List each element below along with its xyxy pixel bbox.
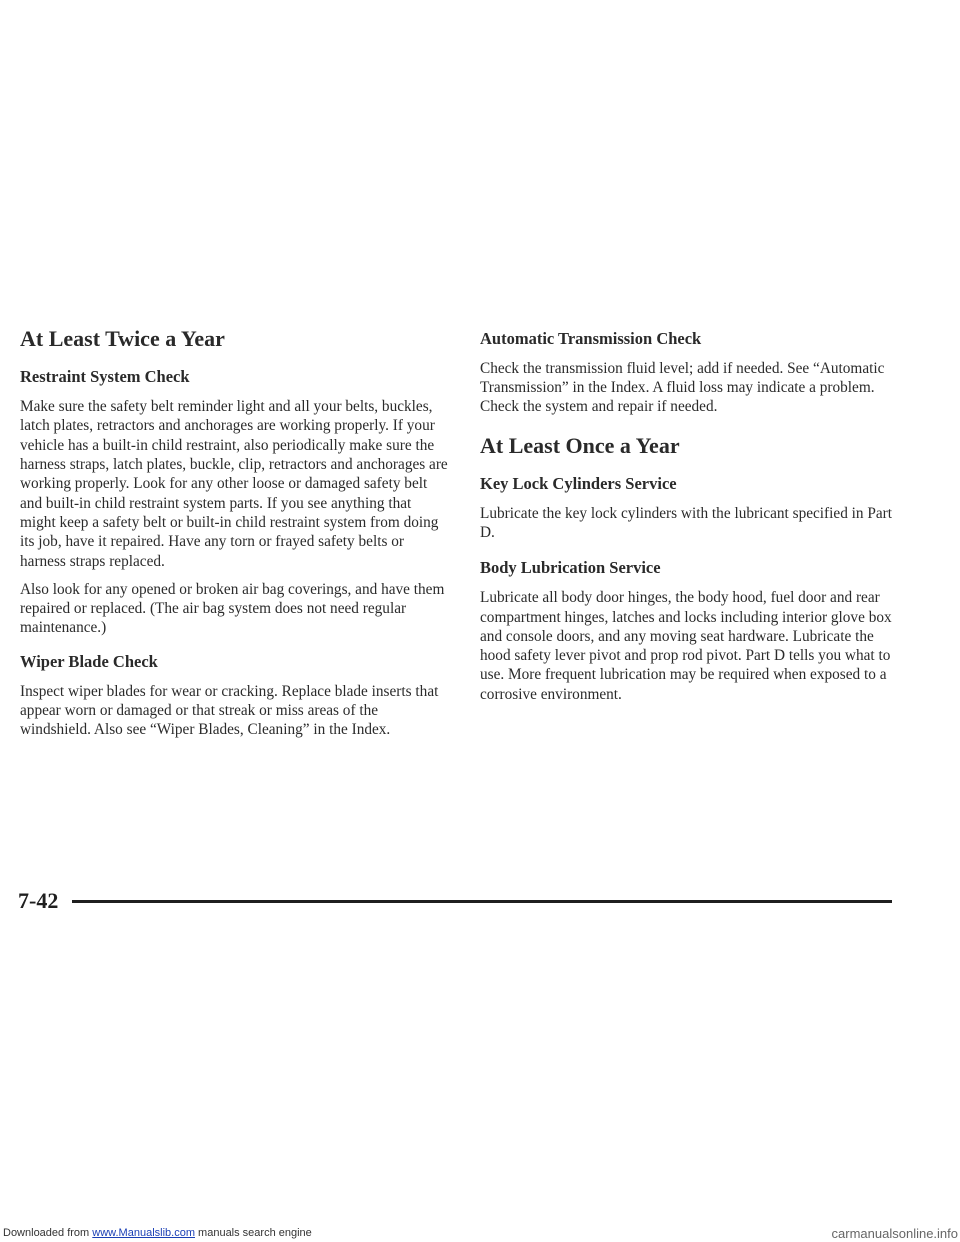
- right-column: [480, 329, 900, 704]
- left-column: [20, 326, 450, 739]
- body-lubrication-service-paragraph: Lubricate all body door hinges, the body hood, fuel door and rear compartment hinges, latches and locks including interior glove box and console doors, and any moving seat hardware. Lubricate the hood safety lever pivot and prop rod pivot. Part D tells you what to use. More frequent lubrication may be required when exposed to a corrosive environment.: [480, 589, 892, 703]
- manualslib-link[interactable]: www.Manualslib.com: [92, 1227, 195, 1239]
- page-number: 7-42: [18, 888, 59, 913]
- key-lock-cylinders-service-paragraph: Lubricate the key lock cylinders with the lubricant specified in Part D.: [480, 504, 893, 542]
- automatic-transmission-check-title: Automatic Transmission Check: [480, 329, 702, 348]
- footer-suffix: manuals search engine: [198, 1227, 312, 1239]
- footer-prefix: Downloaded from: [3, 1227, 90, 1239]
- download-footer: [0, 1226, 960, 1242]
- section-heading-twice-a-year: At Least Twice a Year: [20, 326, 225, 351]
- section-heading-once-a-year: At Least Once a Year: [480, 432, 680, 458]
- automatic-transmission-check-paragraph: Check the transmission fluid level; add if needed. See “Automatic Transmission” in the Index. A fluid loss may indicate a problem. Check the system and repair if needed.: [480, 359, 885, 416]
- key-lock-cylinders-service-title: Key Lock Cylinders Service: [480, 474, 677, 494]
- watermark-text: carmanualsonline.info: [831, 1226, 958, 1241]
- restraint-system-check-title: Restraint System Check: [20, 367, 190, 387]
- footer-rule: [72, 900, 892, 903]
- restraint-system-check-paragraph-1: Make sure the safety belt reminder light and all your belts, buckles, latch plates, retractors and anchorages are working properly. If your vehicle has a built-in child restraint, also periodically make sure the harness straps, latch plates, buckle, clip, retractors and anchorages are working properly. Look for any other loose or damaged safety belt and built-in child restraint system parts. If you see anything that might keep a safety belt or built-in child restraint system from doing its job, have it repaired. Have any torn or frayed safety belts or harness straps replaced.: [20, 398, 448, 570]
- download-footer-text: [3, 1227, 312, 1239]
- restraint-system-check-paragraph-2: Also look for any opened or broken air bag coverings, and have them repaired or replaced. (The air bag system does not need regular maintenance.): [20, 580, 445, 637]
- wiper-blade-check-paragraph: Inspect wiper blades for wear or cracking. Replace blade inserts that appear worn or damaged or that streak or miss areas of the windshield. Also see “Wiper Blades, Cleaning” in the Index.: [20, 682, 439, 739]
- body-lubrication-service-title: Body Lubrication Service: [480, 558, 661, 578]
- wiper-blade-check-title: Wiper Blade Check: [20, 651, 158, 671]
